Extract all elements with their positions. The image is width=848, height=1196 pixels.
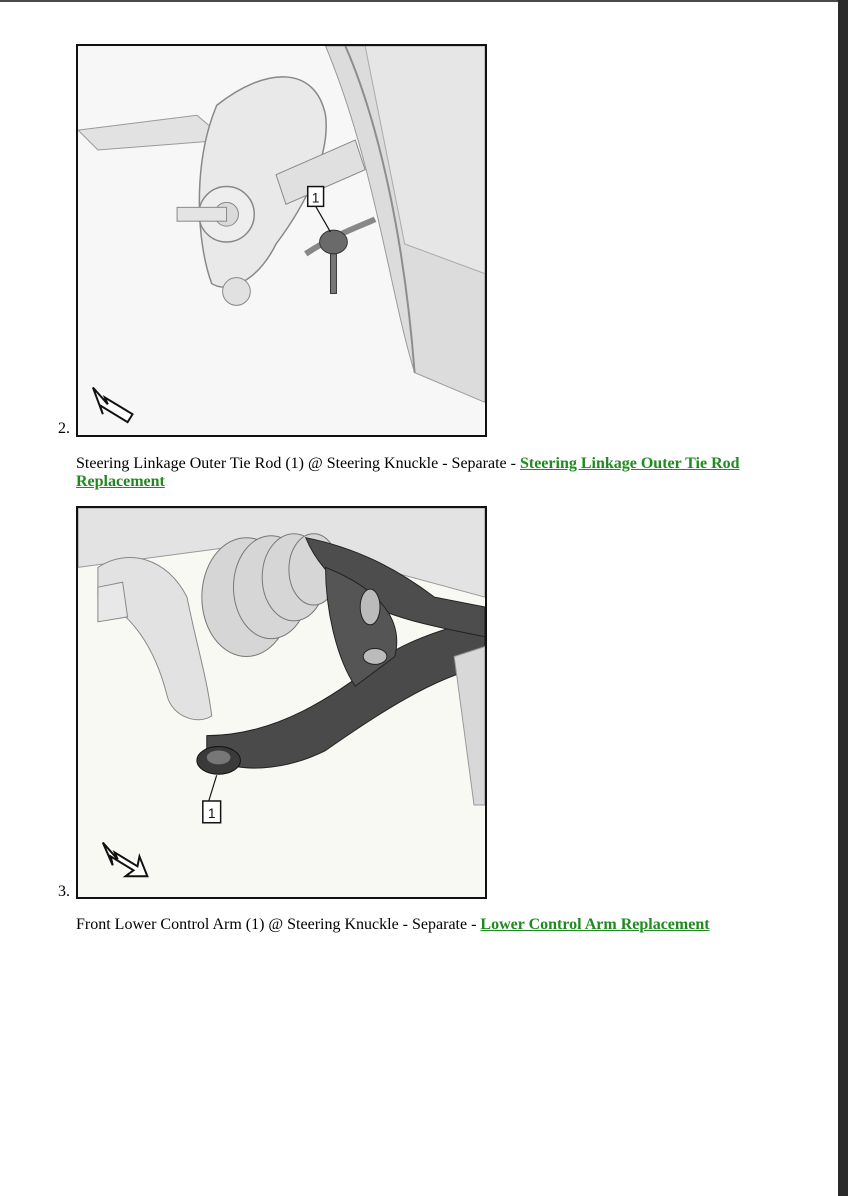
step-caption bbox=[76, 455, 776, 491]
top-border bbox=[0, 0, 848, 2]
tie-rod-replacement-link[interactable]: Steering Linkage Outer Tie Rod Replacement bbox=[76, 455, 740, 490]
tie-rod-drawing bbox=[78, 46, 485, 435]
step-caption bbox=[76, 916, 776, 934]
lower-control-arm-replacement-link[interactable]: Lower Control Arm Replacement bbox=[480, 916, 710, 933]
right-scroll-edge bbox=[838, 0, 848, 1196]
callout-number: 1 bbox=[207, 804, 216, 821]
control-arm-drawing bbox=[78, 508, 485, 897]
caption-text: Steering Linkage Outer Tie Rod (1) @ Steering Knuckle - Separate - bbox=[76, 455, 520, 472]
lower-control-arm-illustration bbox=[76, 506, 487, 899]
tie-rod-illustration bbox=[76, 44, 487, 437]
step-number: 2. bbox=[58, 420, 70, 437]
callout-number: 1 bbox=[311, 189, 320, 206]
step-number: 3. bbox=[58, 883, 70, 900]
caption-text: Front Lower Control Arm (1) @ Steering Knuckle - Separate - bbox=[76, 916, 481, 933]
